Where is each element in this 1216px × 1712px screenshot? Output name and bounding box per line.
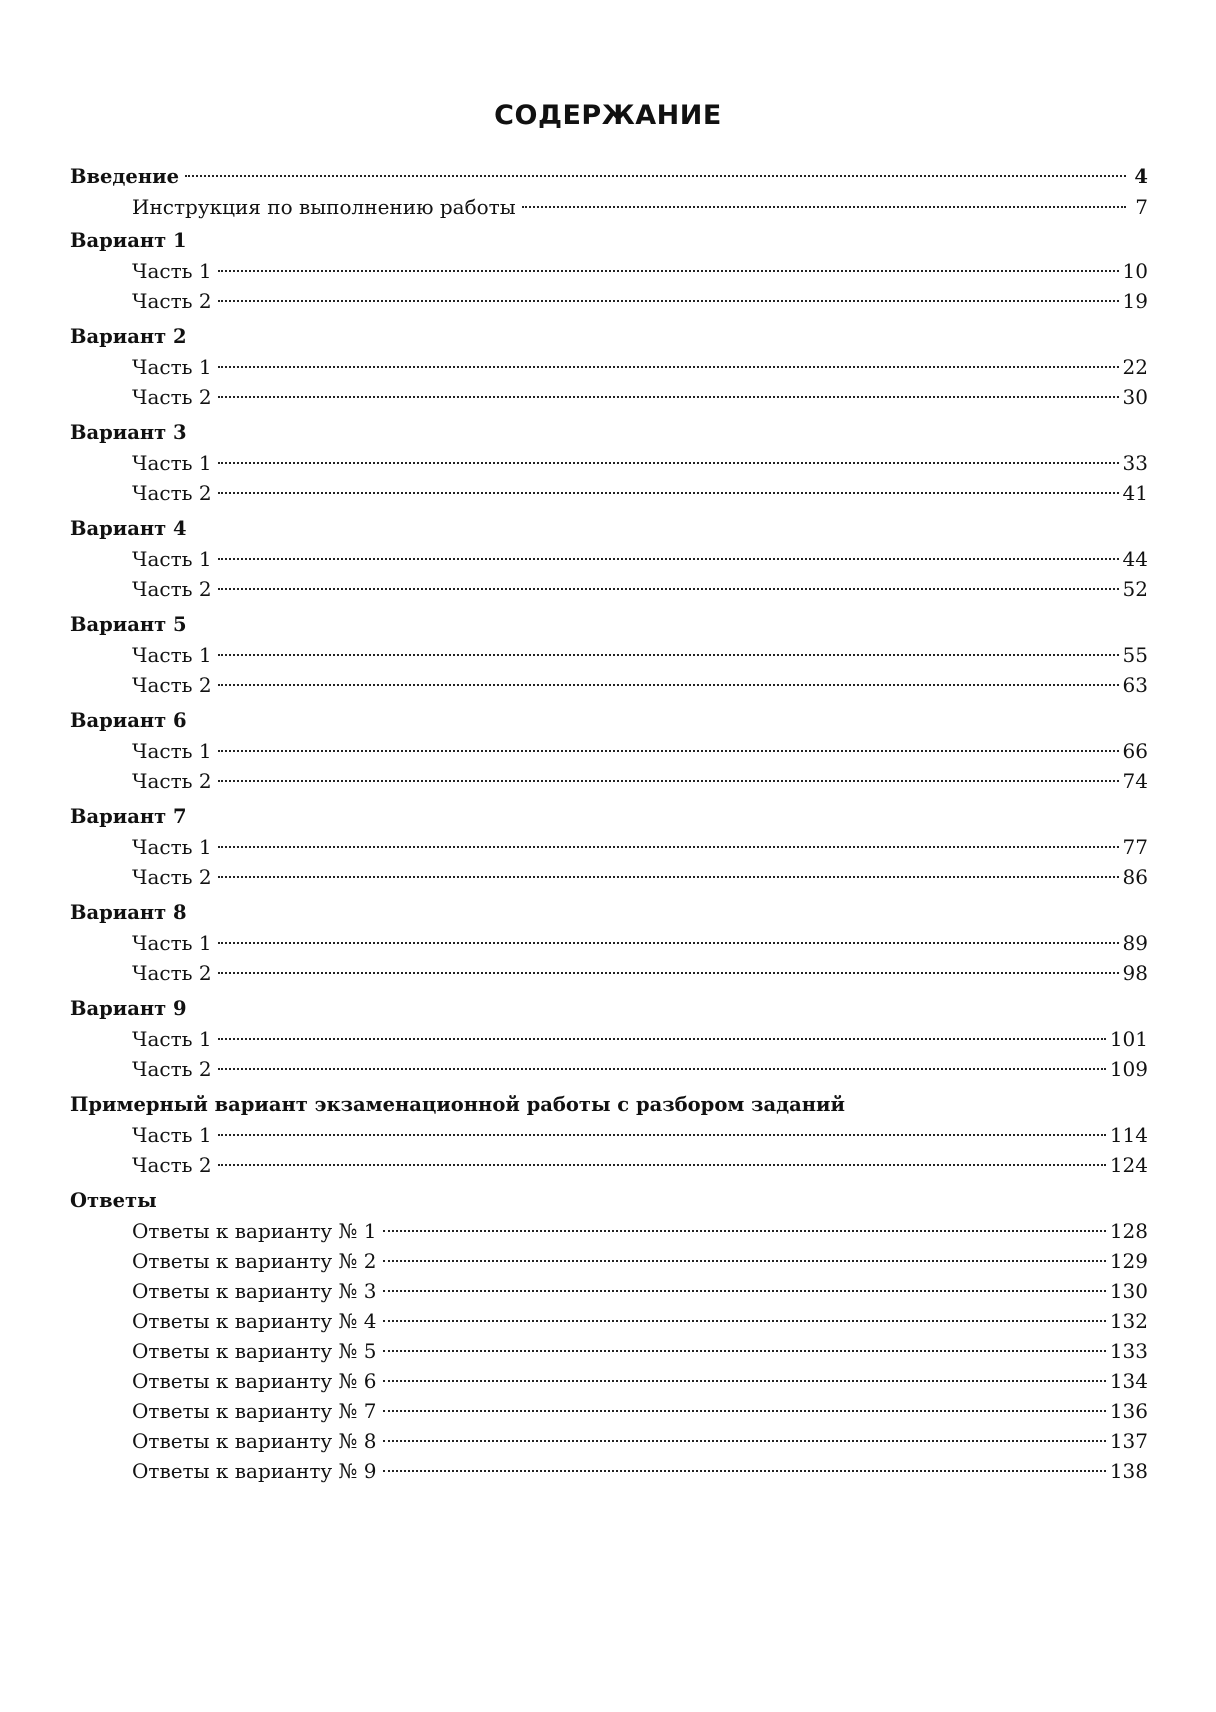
toc-entry-page: 41 [1122, 481, 1148, 505]
toc-entry-answers-1[interactable] [70, 1216, 1148, 1246]
toc-entry-label: Часть 1 [132, 451, 212, 475]
toc-section-variant-3 [70, 418, 1148, 508]
toc-entry-instructions[interactable] [70, 192, 1148, 222]
toc-entry-label: Часть 1 [132, 1027, 212, 1051]
toc-entry-page: 129 [1109, 1249, 1148, 1273]
toc-entry-page: 44 [1122, 547, 1148, 571]
toc-entry-part-1[interactable] [70, 256, 1148, 286]
toc-entry-label: Ответы к варианту № 1 [132, 1219, 377, 1243]
toc-section-intro [70, 162, 1148, 222]
toc-entry-page: 134 [1109, 1369, 1148, 1393]
page-title: СОДЕРЖАНИЕ [494, 100, 722, 131]
dot-leader [383, 1230, 1106, 1232]
toc-entry-part-2[interactable] [70, 574, 1148, 604]
toc-entry-answers-6[interactable] [70, 1366, 1148, 1396]
toc-entry-part-2[interactable] [70, 382, 1148, 412]
toc-entry-label: Ответы к варианту № 6 [132, 1369, 377, 1393]
dot-leader [218, 300, 1119, 302]
toc-entry-label: Часть 1 [132, 259, 212, 283]
toc-entry-page: 124 [1109, 1153, 1148, 1177]
toc-entry-label: Часть 2 [132, 769, 212, 793]
toc-entry-label: Ответы к варианту № 8 [132, 1429, 377, 1453]
toc-entry-label: Часть 1 [132, 739, 212, 763]
section-heading: Вариант 9 [70, 997, 187, 1020]
dot-leader [218, 846, 1119, 848]
toc-entry-page: 132 [1109, 1309, 1148, 1333]
toc-entry-part-2[interactable] [70, 958, 1148, 988]
dot-leader [218, 1068, 1106, 1070]
section-heading: Вариант 6 [70, 709, 187, 732]
toc-entry-answers-4[interactable] [70, 1306, 1148, 1336]
toc-entry-part-2[interactable] [70, 766, 1148, 796]
toc-section-variant-2 [70, 322, 1148, 412]
toc-entry-label: Часть 1 [132, 931, 212, 955]
toc-section-variant-8 [70, 898, 1148, 988]
toc-entry-answers-3[interactable] [70, 1276, 1148, 1306]
dot-leader [218, 1164, 1106, 1166]
toc-entry-label: Ответы к варианту № 7 [132, 1399, 377, 1423]
toc-entry-label: Ответы к варианту № 5 [132, 1339, 377, 1363]
toc-entry-page: 138 [1109, 1459, 1148, 1483]
toc-entry-part-1[interactable] [70, 736, 1148, 766]
toc-entry-label: Ответы к варианту № 9 [132, 1459, 377, 1483]
toc-entry-intro[interactable] [70, 162, 1148, 192]
toc-entry-page: 22 [1122, 355, 1148, 379]
dot-leader [218, 270, 1119, 272]
toc-entry-part-2[interactable] [70, 670, 1148, 700]
toc-entry-page: 52 [1122, 577, 1148, 601]
toc-entry-part-2[interactable] [70, 1054, 1148, 1084]
dot-leader [218, 1038, 1106, 1040]
dot-leader [383, 1350, 1106, 1352]
toc-entry-page: 128 [1109, 1219, 1148, 1243]
toc-entry-part-1[interactable] [70, 832, 1148, 862]
toc-entry-part-1[interactable] [70, 448, 1148, 478]
toc-entry-page: 101 [1109, 1027, 1148, 1051]
toc-entry-page: 114 [1109, 1123, 1148, 1147]
toc-entry-label: Часть 2 [132, 385, 212, 409]
toc-entry-answers-5[interactable] [70, 1336, 1148, 1366]
toc-entry-label: Часть 2 [132, 1057, 212, 1081]
toc-section-sample-variant [70, 1090, 1148, 1180]
section-heading: Вариант 5 [70, 613, 187, 636]
toc-entry-answers-2[interactable] [70, 1246, 1148, 1276]
dot-leader [218, 876, 1119, 878]
toc-section-answers [70, 1186, 1148, 1486]
toc-section-variant-5 [70, 610, 1148, 700]
toc-entry-page: 136 [1109, 1399, 1148, 1423]
toc-entry-page: 55 [1122, 643, 1148, 667]
toc-entry-part-2[interactable] [70, 1150, 1148, 1180]
dot-leader [383, 1470, 1106, 1472]
section-heading: Примерный вариант экзаменационной работы с разбором заданий [70, 1093, 845, 1116]
toc-entry-part-1[interactable] [70, 640, 1148, 670]
toc-entry-label: Ответы к варианту № 3 [132, 1279, 377, 1303]
toc-entry-part-1[interactable] [70, 544, 1148, 574]
toc-entry-label: Часть 2 [132, 481, 212, 505]
section-heading: Вариант 8 [70, 901, 187, 924]
dot-leader [383, 1410, 1106, 1412]
toc-entry-label: Часть 2 [132, 961, 212, 985]
toc-section-variant-9 [70, 994, 1148, 1084]
dot-leader [218, 396, 1119, 398]
toc-entry-page: 109 [1109, 1057, 1148, 1081]
toc-entry-page: 66 [1122, 739, 1148, 763]
dot-leader [218, 492, 1119, 494]
dot-leader [218, 942, 1119, 944]
toc-entry-label: Часть 2 [132, 289, 212, 313]
toc-entry-label: Ответы к варианту № 2 [132, 1249, 377, 1273]
section-heading: Вариант 4 [70, 517, 187, 540]
toc-entry-page: 137 [1109, 1429, 1148, 1453]
dot-leader [218, 780, 1119, 782]
toc-entry-page: 7 [1135, 195, 1148, 219]
toc-entry-part-1[interactable] [70, 928, 1148, 958]
dot-leader [218, 684, 1119, 686]
dot-leader [218, 750, 1119, 752]
dot-leader [218, 1134, 1106, 1136]
dot-leader [218, 558, 1119, 560]
toc-entry-page: 74 [1122, 769, 1148, 793]
toc-section-variant-1 [70, 226, 1148, 316]
toc-entry-label: Часть 2 [132, 1153, 212, 1177]
dot-leader [383, 1320, 1106, 1322]
toc-entry-label: Инструкция по выполнению работы [132, 195, 516, 219]
toc-section-variant-6 [70, 706, 1148, 796]
section-heading: Вариант 2 [70, 325, 187, 348]
table-of-contents [70, 162, 1148, 1492]
toc-entry-label: Часть 2 [132, 865, 212, 889]
section-heading: Вариант 7 [70, 805, 187, 828]
dot-leader [218, 366, 1119, 368]
dot-leader [383, 1380, 1106, 1382]
section-heading: Вариант 3 [70, 421, 187, 444]
toc-entry-page: 130 [1109, 1279, 1148, 1303]
dot-leader [185, 175, 1126, 177]
toc-entry-label: Часть 2 [132, 673, 212, 697]
dot-leader [522, 206, 1126, 208]
toc-entry-page: 4 [1134, 165, 1148, 188]
toc-entry-part-1[interactable] [70, 352, 1148, 382]
dot-leader [383, 1290, 1106, 1292]
dot-leader [383, 1440, 1106, 1442]
toc-entry-page: 133 [1109, 1339, 1148, 1363]
toc-entry-part-1[interactable] [70, 1024, 1148, 1054]
toc-entry-label: Введение [70, 165, 179, 188]
toc-entry-page: 89 [1122, 931, 1148, 955]
toc-entry-part-2[interactable] [70, 478, 1148, 508]
toc-entry-page: 30 [1122, 385, 1148, 409]
toc-entry-page: 63 [1122, 673, 1148, 697]
toc-entry-page: 33 [1122, 451, 1148, 475]
toc-entry-page: 19 [1122, 289, 1148, 313]
toc-entry-part-2[interactable] [70, 286, 1148, 316]
toc-section-variant-7 [70, 802, 1148, 892]
section-heading: Вариант 1 [70, 229, 187, 252]
toc-entry-answers-7[interactable] [70, 1396, 1148, 1426]
dot-leader [218, 654, 1119, 656]
toc-entry-answers-9[interactable] [70, 1456, 1148, 1486]
toc-entry-label: Часть 1 [132, 1123, 212, 1147]
toc-entry-answers-8[interactable] [70, 1426, 1148, 1456]
dot-leader [218, 588, 1119, 590]
toc-entry-label: Часть 2 [132, 577, 212, 601]
toc-entry-label: Часть 1 [132, 547, 212, 571]
toc-entry-label: Ответы к варианту № 4 [132, 1309, 377, 1333]
toc-entry-page: 98 [1122, 961, 1148, 985]
toc-entry-label: Часть 1 [132, 643, 212, 667]
dot-leader [218, 462, 1119, 464]
toc-entry-page: 86 [1122, 865, 1148, 889]
toc-entry-label: Часть 1 [132, 835, 212, 859]
toc-section-variant-4 [70, 514, 1148, 604]
toc-entry-page: 77 [1122, 835, 1148, 859]
dot-leader [383, 1260, 1106, 1262]
section-heading: Ответы [70, 1189, 157, 1212]
dot-leader [218, 972, 1119, 974]
toc-entry-part-2[interactable] [70, 862, 1148, 892]
toc-entry-label: Часть 1 [132, 355, 212, 379]
toc-entry-page: 10 [1122, 259, 1148, 283]
toc-entry-part-1[interactable] [70, 1120, 1148, 1150]
